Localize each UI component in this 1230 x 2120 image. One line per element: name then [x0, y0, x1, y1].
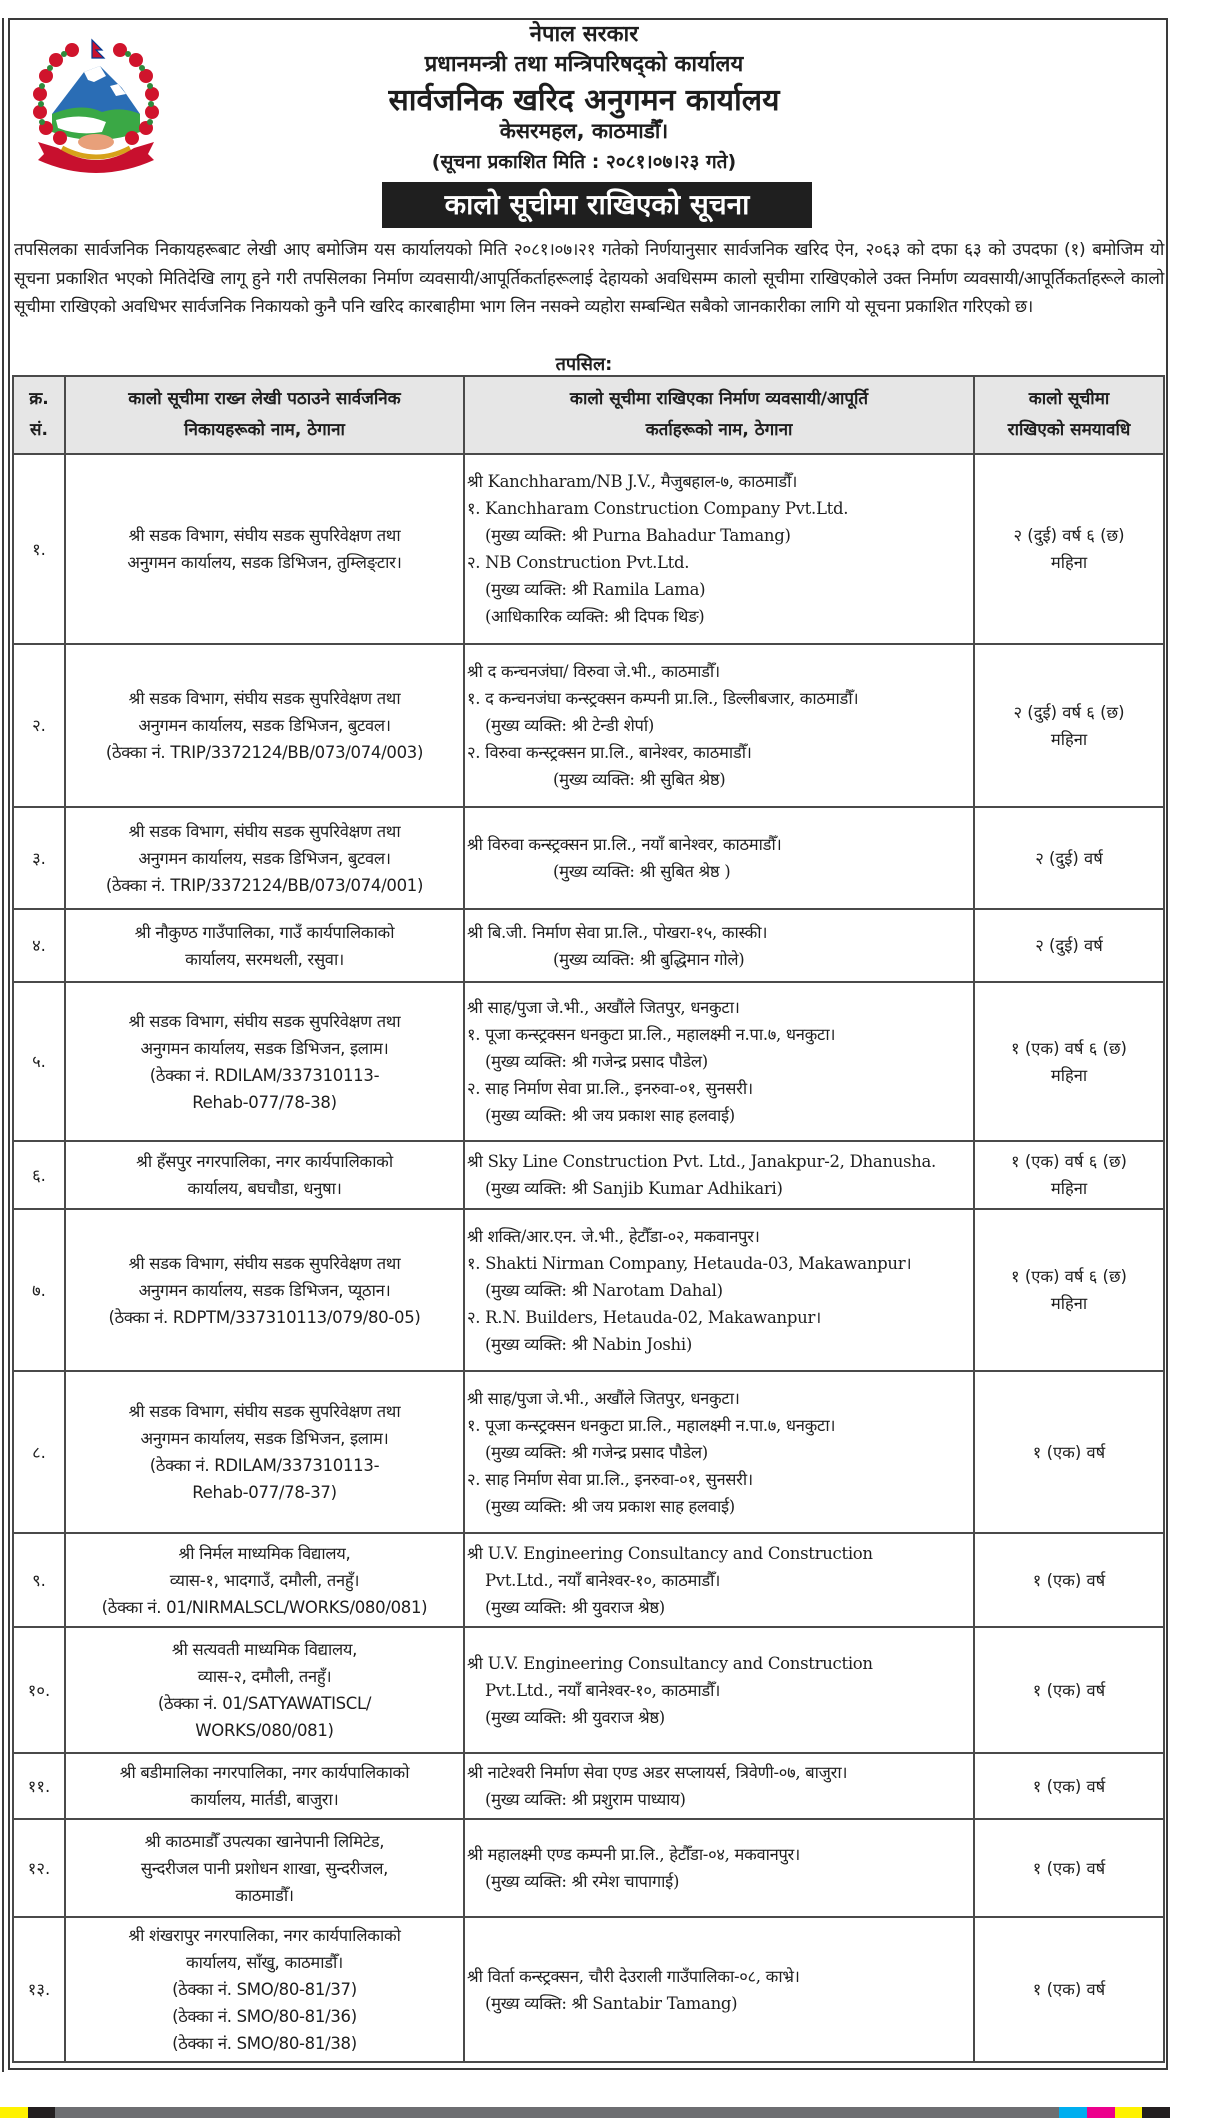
vendor-line: १. पूजा कन्स्ट्रक्सन धनकुटा प्रा.लि., महालक्ष्मी न.पा.७, धनकुटा।: [467, 1415, 836, 1435]
serial-number: २.: [13, 644, 65, 807]
serial-number: ६.: [13, 1141, 65, 1209]
color-swatch: [1115, 2107, 1143, 2118]
vendor-line: श्री शक्ति/आर.एन. जे.भी., हेटौँडा-०२, मकवानपुर।: [467, 1226, 760, 1246]
blacklist-period-cell: [974, 1533, 1164, 1627]
published-date: (सूचना प्रकाशित मिति : २०८१।०७।२३ गते): [431, 151, 737, 173]
table-row: [13, 807, 1164, 909]
public-entity-line: श्री सत्यवती माध्यमिक विद्यालय,: [171, 1640, 358, 1659]
public-entity-line: अनुगमन कार्यालय, सडक डिभिजन, बुटवल।: [138, 848, 391, 868]
table-row: [13, 644, 1164, 807]
vendor-line: २. साह निर्माण सेवा प्रा.लि., इनरुवा-०१, सुनसरी।: [467, 1079, 753, 1098]
public-entity-line: श्री काठमाडौँ उपत्यका खानेपानी लिमिटेड,: [144, 1831, 385, 1851]
table-row: [13, 1533, 1164, 1627]
color-swatch: [28, 2107, 56, 2118]
blacklist-period-line: २ (दुई) वर्ष ६ (छ): [1013, 702, 1125, 722]
vendor-line: (मुख्य व्यक्ति: श्री जय प्रकाश साह हलवाई): [485, 1106, 735, 1125]
blacklist-period-line: १ (एक) वर्ष ६ (छ): [1011, 1152, 1127, 1171]
blacklist-period-cell: [974, 644, 1164, 807]
vendor-line: (मुख्य व्यक्ति: श्री Purna Bahadur Tamang): [485, 526, 791, 545]
office-name: सार्वजनिक खरिद अनुगमन कार्यालय: [388, 83, 780, 118]
serial-number: ३.: [13, 807, 65, 909]
public-entity-line: कार्यालय, मार्तडी, बाजुरा।: [190, 1790, 339, 1809]
serial-number: १३.: [13, 1917, 65, 2062]
table-row: [13, 1917, 1164, 2062]
public-entity-line: WORKS/080/081): [195, 1721, 334, 1740]
vendor-line: (मुख्य व्यक्ति: श्री प्रशुराम पाध्याय): [485, 1790, 686, 1809]
vendor-line: श्री U.V. Engineering Consultancy and Construction: [467, 1543, 873, 1563]
vendor-line: १. Kanchharam Construction Company Pvt.Ltd.: [467, 499, 849, 518]
vendor-cell: [464, 1141, 974, 1209]
vendor-line: (मुख्य व्यक्ति: श्री बुद्धिमान गोले): [553, 949, 745, 969]
public-entity-line: श्री शंखरापुर नगरपालिका, नगर कार्यपालिकाको: [128, 1926, 401, 1945]
office-address: केसरमहल, काठमाडौँ।: [499, 119, 669, 143]
vendor-line: श्री U.V. Engineering Consultancy and Construction: [467, 1653, 873, 1673]
blacklist-period-line: २ (दुई) वर्ष: [1035, 936, 1103, 955]
blacklist-period-line: १ (एक) वर्ष: [1032, 1776, 1106, 1796]
public-entity-line: श्री सडक विभाग, संघीय सडक सुपरिवेक्षण तथा: [128, 526, 401, 545]
blacklist-period-cell: [974, 454, 1164, 644]
notice-title: कालो सूचीमा राखिएको सूचना: [382, 182, 812, 228]
public-entity-cell: [65, 1819, 464, 1917]
vendor-line: (मुख्य व्यक्ति: श्री युवराज श्रेष्ठ): [485, 1707, 665, 1727]
vendor-line: १. Shakti Nirman Company, Hetauda-03, Makawanpur।: [467, 1253, 912, 1273]
intro-paragraph: तपसिलका सार्वजनिक निकायहरूबाट लेखी आए बमोजिम यस कार्यालयको मिति २०८१।०७।२१ गतेको निर्णयानुसार सार्वजनिक खरिद ऐन, २०६३ को दफा ६३ को उपदफा (१) बमोजिम यो सूचना प्रकाशित भएको मितिदेखि लागू हुने गरी तपसिलका निर्माण व्यवसायी/आपूर्तिकर्ताहरूलाई देहायको अवधिसम्म कालो सूचीमा राखिएकोले उक्त निर्माण व्यवसायी/आपूर्तिकर्ताहरूले कालो सूचीमा राखिएको अवधिभर सार्वजनिक निकायको कुनै पनि खरिद कारबाहीमा भाग लिन नसक्ने व्यहोरा सम्बन्धित सबैको जानकारीका लागि यो सूचना प्रकाशित गरिएको छ।: [14, 240, 1164, 317]
serial-number: १०.: [13, 1627, 65, 1753]
blacklist-period-line: १ (एक) वर्ष: [1032, 1442, 1106, 1462]
schedule-label: तपसिल:: [555, 354, 613, 375]
left-margin-rule: [2, 18, 4, 2072]
blacklist-period-line: १ (एक) वर्ष ६ (छ): [1011, 1267, 1127, 1286]
blacklist-period-cell: [974, 1917, 1164, 2062]
vendor-line: श्री साह/पुजा जे.भी., अखौंले जितपुर, धनकुटा।: [467, 998, 740, 1017]
public-entity-line: काठमाडौँ।: [235, 1885, 294, 1905]
public-entity-cell: [65, 1209, 464, 1371]
blacklist-period-line: १ (एक) वर्ष: [1032, 1680, 1106, 1700]
blacklist-period-cell: [974, 909, 1164, 982]
public-entity-line: (ठेक्का नं. SMO/80-81/36): [172, 2007, 357, 2026]
public-entity-line: सुन्दरीजल पानी प्रशोधन शाखा, सुन्दरीजल,: [140, 1858, 389, 1878]
vendor-cell: [464, 1819, 974, 1917]
public-entity-line: (ठेक्का नं. TRIP/3372124/BB/073/074/001): [105, 875, 424, 895]
header-blacklisted-vendor: कालो सूचीमा राखिएका निर्माण व्यवसायी/आपूर्ति कर्ताहरूको नाम, ठेगाना: [464, 376, 974, 454]
public-entity-line: श्री सडक विभाग, संघीय सडक सुपरिवेक्षण तथा: [128, 1402, 401, 1421]
government-name: नेपाल सरकार: [529, 22, 639, 47]
blacklist-period-cell: [974, 1819, 1164, 1917]
public-entity-line: कार्यालय, बघचौडा, धनुषा।: [187, 1179, 342, 1198]
public-entity-cell: [65, 1627, 464, 1753]
vendor-line: (मुख्य व्यक्ति: श्री Nabin Joshi): [485, 1334, 692, 1354]
vendor-line: (मुख्य व्यक्ति: श्री Ramila Lama): [485, 580, 706, 599]
public-entity-cell: [65, 1917, 464, 2062]
vendor-cell: [464, 644, 974, 807]
public-entity-line: (ठेक्का नं. 01/SATYAWATISCL/: [157, 1694, 372, 1713]
serial-number: १.: [13, 454, 65, 644]
color-swatch: [1142, 2107, 1170, 2118]
vendor-cell: [464, 454, 974, 644]
public-entity-line: श्री सडक विभाग, संघीय सडक सुपरिवेक्षण तथा: [128, 1253, 401, 1273]
vendor-line: श्री Sky Line Construction Pvt. Ltd., Janakpur-2, Dhanusha.: [467, 1152, 936, 1171]
blacklist-period-line: १ (एक) वर्ष: [1032, 1570, 1106, 1590]
public-entity-line: (ठेक्का नं. SMO/80-81/37): [172, 1980, 357, 1999]
serial-number: ८.: [13, 1371, 65, 1533]
color-swatch: [1087, 2107, 1115, 2118]
table-row: [13, 1141, 1164, 1209]
vendor-line: (मुख्य व्यक्ति: श्री टेन्डी शेर्पा): [485, 716, 654, 735]
color-swatch: [0, 2107, 28, 2118]
table-row: [13, 1371, 1164, 1533]
public-entity-line: Rehab-077/78-38): [192, 1092, 337, 1112]
serial-number: ४.: [13, 909, 65, 982]
public-entity-line: व्यास-१, भादगाउँ, दमौली, तनहुँ।: [169, 1570, 360, 1590]
vendor-line: श्री साह/पुजा जे.भी., अखौंले जितपुर, धनकुटा।: [467, 1388, 740, 1408]
vendor-line: (मुख्य व्यक्ति: श्री जय प्रकाश साह हलवाई): [485, 1496, 735, 1516]
vendor-line: (मुख्य व्यक्ति: श्री गजेन्द्र प्रसाद पौडेल): [485, 1052, 708, 1071]
vendor-line: Pvt.Ltd., नयाँ बानेश्वर-१०, काठमाडौँ।: [485, 1680, 721, 1700]
public-entity-line: अनुगमन कार्यालय, सडक डिभिजन, प्यूठान।: [138, 1280, 391, 1300]
vendor-line: १. पूजा कन्स्ट्रक्सन धनकुटा प्रा.लि., महालक्ष्मी न.पा.७, धनकुटा।: [467, 1025, 836, 1044]
vendor-line: २. R.N. Builders, Hetauda-02, Makawanpur।: [467, 1307, 821, 1327]
public-entity-line: श्री सडक विभाग, संघीय सडक सुपरिवेक्षण तथा: [128, 689, 401, 708]
public-entity-line: (ठेक्का नं. 01/NIRMALSCL/WORKS/080/081): [101, 1597, 428, 1617]
public-entity-line: अनुगमन कार्यालय, सडक डिभिजन, इलाम।: [140, 1429, 389, 1448]
table-row: [13, 1753, 1164, 1819]
public-entity-cell: [65, 1371, 464, 1533]
public-entity-line: (ठेक्का नं. RDILAM/337310113-: [149, 1065, 380, 1085]
public-entity-line: श्री हँसपुर नगरपालिका, नगर कार्यपालिकाको: [136, 1152, 393, 1171]
public-entity-cell: [65, 909, 464, 982]
table-row: [13, 1209, 1164, 1371]
blacklist-period-line: १ (एक) वर्ष: [1032, 1980, 1106, 1999]
vendor-cell: [464, 1917, 974, 2062]
vendor-cell: [464, 807, 974, 909]
vendor-cell: [464, 1753, 974, 1819]
public-entity-cell: [65, 1533, 464, 1627]
public-entity-line: (ठेक्का नं. RDILAM/337310113-: [149, 1456, 380, 1475]
public-entity-line: (ठेक्का नं. SMO/80-81/38): [172, 2034, 357, 2053]
vendor-line: १. द कन्चनजंघा कन्स्ट्रक्सन कम्पनी प्रा.लि., डिल्लीबजार, काठमाडौँ।: [467, 689, 859, 708]
vendor-line: (मुख्य व्यक्ति: श्री गजेन्द्र प्रसाद पौडेल): [485, 1442, 708, 1462]
vendor-line: (मुख्य व्यक्ति: श्री रमेश चापागाई): [485, 1872, 680, 1891]
table-row: [13, 1819, 1164, 1917]
serial-number: ११.: [13, 1753, 65, 1819]
blacklist-period-line: महिना: [1050, 553, 1088, 572]
vendor-line: २. NB Construction Pvt.Ltd.: [467, 553, 690, 572]
vendor-cell: [464, 1627, 974, 1753]
public-entity-line: श्री सडक विभाग, संघीय सडक सुपरिवेक्षण तथा: [128, 1011, 401, 1031]
blacklist-period-line: महिना: [1050, 1065, 1088, 1085]
color-swatch: [1059, 2107, 1087, 2118]
public-entity-line: श्री सडक विभाग, संघीय सडक सुपरिवेक्षण तथा: [128, 821, 401, 841]
blacklist-period-cell: [974, 1627, 1164, 1753]
vendor-cell: [464, 982, 974, 1141]
blacklist-period-cell: [974, 1141, 1164, 1209]
blacklist-period-cell: [974, 807, 1164, 909]
public-entity-cell: [65, 454, 464, 644]
public-entity-line: (ठेक्का नं. TRIP/3372124/BB/073/074/003): [105, 743, 424, 762]
vendor-line: (मुख्य व्यक्ति: श्री Narotam Dahal): [485, 1280, 723, 1300]
blacklist-table: [12, 375, 1165, 2063]
public-entity-line: श्री बडीमालिका नगरपालिका, नगर कार्यपालिकाको: [119, 1763, 410, 1782]
vendor-line: २. साह निर्माण सेवा प्रा.लि., इनरुवा-०१, सुनसरी।: [467, 1469, 753, 1489]
vendor-cell: [464, 909, 974, 982]
vendor-line: श्री द कन्चनजंघा/ विरुवा जे.भी., काठमाडौँ।: [467, 662, 720, 681]
public-entity-line: कार्यालय, साँखु, काठमाडौँ।: [186, 1953, 343, 1972]
blacklist-period-cell: [974, 1753, 1164, 1819]
public-entity-cell: [65, 982, 464, 1141]
ministry-name: प्रधानमन्त्री तथा मन्त्रिपरिषद्को कार्यालय: [424, 52, 744, 77]
vendor-line: श्री विर्ता कन्स्ट्रक्सन, चौरी देउराली गाउँपालिका-०८, काभ्रे।: [467, 1966, 800, 1986]
vendor-line: (मुख्य व्यक्ति: श्री Santabir Tamang): [485, 1993, 738, 2013]
table-row: [13, 1627, 1164, 1753]
vendor-line: (मुख्य व्यक्ति: श्री Sanjib Kumar Adhikari): [485, 1179, 783, 1198]
serial-number: ५.: [13, 982, 65, 1141]
serial-number: ९.: [13, 1533, 65, 1627]
vendor-line: (मुख्य व्यक्ति: श्री सुबित श्रेष्ठ ): [553, 862, 731, 881]
blacklist-period-line: महिना: [1050, 729, 1088, 749]
blacklist-period-line: १ (एक) वर्ष ६ (छ): [1011, 1038, 1127, 1058]
public-entity-line: (ठेक्का नं. RDPTM/337310113/079/80-05): [108, 1307, 421, 1327]
blacklist-period-cell: [974, 1209, 1164, 1371]
table-row: [13, 454, 1164, 644]
public-entity-line: व्यास-२, दमौली, तनहुँ।: [197, 1667, 332, 1686]
vendor-line: (आधिकारिक व्यक्ति: श्री दिपक थिङ): [485, 607, 705, 626]
vendor-line: श्री विरुवा कन्स्ट्रक्सन प्रा.लि., नयाँ बानेश्वर, काठमाडौँ।: [467, 835, 782, 854]
print-color-bar: [0, 2107, 1170, 2118]
header-public-entity: कालो सूचीमा राख्न लेखी पठाउने सार्वजनिक निकायहरूको नाम, ठेगाना: [65, 376, 464, 454]
public-entity-line: अनुगमन कार्यालय, सडक डिभिजन, तुम्लिङ्टार।: [127, 553, 402, 572]
vendor-line: Pvt.Ltd., नयाँ बानेश्वर-१०, काठमाडौँ।: [485, 1570, 721, 1590]
public-entity-line: अनुगमन कार्यालय, सडक डिभिजन, इलाम।: [140, 1038, 389, 1058]
serial-number: १२.: [13, 1819, 65, 1917]
blacklist-period-line: १ (एक) वर्ष: [1032, 1858, 1106, 1878]
blacklist-period-cell: [974, 982, 1164, 1141]
public-entity-cell: [65, 644, 464, 807]
public-entity-cell: [65, 1753, 464, 1819]
vendor-line: श्री बि.जी. निर्माण सेवा प्रा.लि., पोखरा-१५, कास्की।: [467, 922, 768, 942]
header-serial-number: क्र. सं.: [13, 376, 65, 454]
blacklist-period-line: २ (दुई) वर्ष: [1035, 848, 1103, 868]
public-entity-line: कार्यालय, सरमथली, रसुवा।: [185, 949, 344, 969]
blacklist-period-line: २ (दुई) वर्ष ६ (छ): [1013, 526, 1125, 545]
vendor-line: २. विरुवा कन्स्ट्रक्सन प्रा.लि., बानेश्वर, काठमाडौँ।: [467, 743, 752, 762]
blacklist-period-line: महिना: [1050, 1294, 1088, 1313]
table-row: [13, 909, 1164, 982]
vendor-cell: [464, 1209, 974, 1371]
public-entity-line: श्री नौकुण्ठ गाउँपालिका, गाउँ कार्यपालिकाको: [134, 922, 395, 942]
color-swatch: [55, 2107, 1059, 2118]
vendor-line: श्री नाटेश्वरी निर्माण सेवा एण्ड अडर सप्लायर्स, त्रिवेणी-०७, बाजुरा।: [467, 1763, 848, 1782]
vendor-cell: [464, 1371, 974, 1533]
public-entity-line: अनुगमन कार्यालय, सडक डिभिजन, बुटवल।: [138, 716, 391, 735]
table-row: [13, 982, 1164, 1141]
vendor-line: श्री महालक्ष्मी एण्ड कम्पनी प्रा.लि., हेटौँडा-०४, मकवानपुर।: [467, 1845, 800, 1864]
vendor-line: (मुख्य व्यक्ति: श्री युवराज श्रेष्ठ): [485, 1597, 665, 1617]
serial-number: ७.: [13, 1209, 65, 1371]
public-entity-line: Rehab-077/78-37): [192, 1483, 337, 1502]
public-entity-cell: [65, 807, 464, 909]
table-header-row: [13, 376, 1164, 454]
header-blacklist-period: कालो सूचीमा राखिएको समयावधि: [974, 376, 1164, 454]
blacklist-period-cell: [974, 1371, 1164, 1533]
blacklist-period-line: महिना: [1050, 1179, 1088, 1198]
vendor-line: (मुख्य व्यक्ति: श्री सुबित श्रेष्ठ): [553, 770, 726, 789]
public-entity-cell: [65, 1141, 464, 1209]
vendor-line: श्री Kanchharam/NB J.V., मैजुबहाल-७, काठमाडौँ।: [467, 472, 798, 491]
vendor-cell: [464, 1533, 974, 1627]
public-entity-line: श्री निर्मल माध्यमिक विद्यालय,: [178, 1543, 351, 1563]
